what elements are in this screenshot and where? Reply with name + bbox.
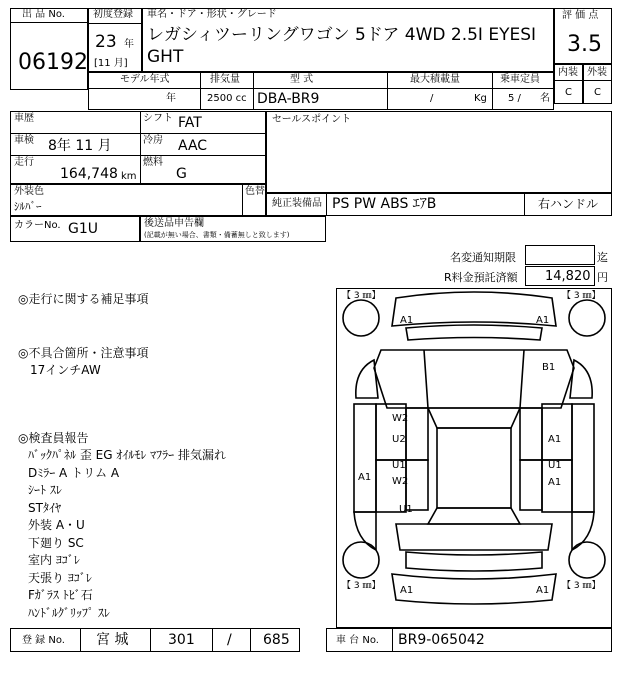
tailgate [396,524,552,550]
defect-line: 17インチAW [30,363,101,377]
chassis-div [392,628,393,652]
max-load-label: 最大積載量 [410,74,460,85]
docs-label: 後送品申告欄 [144,218,204,229]
reg-div-1 [80,628,81,652]
capacity-label: 乗車定員 [500,74,540,85]
mark-u2: U2 [392,434,406,445]
side-panel-right [572,404,594,512]
capacity-unit: 名 [540,93,550,104]
car-name-label: 車名・ドア・形状・グレード [147,9,277,20]
window-rear-right [520,460,542,510]
roof [437,428,511,508]
inspector-line: 天張り ﾖｺﾞﾚ [28,570,92,585]
inspector-line: Dﾐﾗｰ A トリム A [28,465,120,480]
mileage-unit: km [121,171,137,182]
inspection-label: 車検 [14,135,34,146]
displacement-value: 2500 cc [207,93,247,104]
mark-front-left: A1 [400,315,414,326]
inspector-line: 外装 A・U [28,518,85,532]
inspector-heading: ◎検査員報告 [18,431,89,445]
window-front-right [520,408,542,460]
side-panel-left [354,404,376,512]
first-reg-divider [88,23,142,24]
spec-col-2 [253,72,254,110]
inspector-line: STﾀｲﾔ [28,500,61,515]
chassis-label: 車 台 No. [336,635,379,646]
sales-point-label: セールスポイント [272,114,352,125]
front-bumper [392,292,556,326]
diagram-frame [337,289,612,628]
shift-value: FAT [178,115,202,131]
exterior-color-label: 外装色 [14,186,44,197]
handle-value: 右ハンドル [538,197,599,211]
first-reg-year-unit: 年 [124,39,134,50]
equipment-label: 純正装備品 [272,198,322,209]
ac-value: AAC [178,138,208,154]
inspector-line: ﾊﾝﾄﾞﾙｸﾞﾘｯﾌﾟ ｽﾚ [28,605,110,620]
tire-front-left [343,300,379,336]
spec-col-3 [387,72,388,110]
inspector-line: Fｶﾞﾗｽ ﾄﾋﾞ石 [28,588,93,602]
reg-label: 登 録 No. [22,635,65,646]
color-no-label: カラーNo. [14,220,61,231]
first-reg-label: 初度登録 [93,9,133,20]
model-year-label: モデル年式 [120,74,170,85]
shift-label: シフト [143,113,173,124]
fuel-label: 燃料 [143,157,163,168]
mark-a1-left: A1 [358,472,372,483]
spec-row-divider [88,88,554,89]
type-value: DBA-BR9 [257,91,320,107]
mark-rear-left: A1 [400,585,414,596]
interior-grade: C [565,87,572,98]
handle-divider [524,193,525,216]
front-bumper-inner [406,325,542,340]
history-label: 車歴 [14,113,34,124]
interior-label: 内装 [558,67,578,78]
color-change-label: 色替 [245,186,265,197]
window-rear-left [406,460,428,510]
mark-u1-right: U1 [548,460,562,471]
spec-col-4 [492,72,493,110]
rear-bumper [392,574,556,604]
mark-a1-right-2: A1 [548,477,562,488]
details-row-2 [10,155,266,156]
front-door-right [542,404,572,460]
exterior-label: 外装 [587,67,607,78]
grade-divider [554,80,612,81]
capacity-value: 5 / [508,93,521,104]
mark-w2-upper: W2 [392,413,409,424]
car-damage-diagram [336,288,612,628]
reg-class: 301 [168,632,195,648]
reg-div-2 [150,628,151,652]
inspector-line: 下廻り SC [28,535,84,550]
chassis-value: BR9-065042 [398,632,485,648]
color-change-divider [242,184,243,216]
rear-window [428,508,520,524]
tire-front-right [569,300,605,336]
color-no-value: G1U [68,221,99,237]
details-row-1 [10,133,266,134]
tire-depth-label: 【 3 ㎜】 [342,581,381,591]
notice-suffix: 迄 [597,251,608,264]
reg-sep: / [227,632,232,648]
windshield [428,408,520,428]
displacement-label: 排気量 [210,74,240,85]
tire-depth-label: 【 3 ㎜】 [562,581,601,591]
tire-rear-right [569,542,605,578]
max-load-sep: / [430,93,434,104]
window-front-left [406,408,428,460]
inspection-value: 8年 11 月 [48,138,112,154]
fuel-value: G [176,166,187,182]
lot-number: 06192 [18,50,88,75]
exterior-color-value: ｼﾙﾊﾞｰ [14,200,42,213]
mark-front-right: A1 [536,315,550,326]
inspector-lines [28,447,226,622]
score-value: 3.5 [567,32,602,57]
max-load-unit: Kg [474,93,487,104]
details-mid [140,111,141,184]
exterior-grade: C [594,87,601,98]
tire-rear-left [343,542,379,578]
tire-depth-label: 【 3 ㎜】 [342,291,381,301]
tire-depth-label: 【 3 ㎜】 [562,291,601,301]
front-fender-right [570,360,592,398]
reg-div-4 [250,628,251,652]
ac-label: 冷房 [143,135,163,146]
front-fender-left [356,360,378,398]
model-year-unit: 年 [166,93,176,104]
equipment-value: PS PW ABS ｴｱB [332,196,437,212]
notice-value-box [525,245,595,265]
recycle-value: 14,820 [545,269,591,284]
car-name: レガシィツーリングワゴン 5ドア 4WD 2.5I EYESIGHT [147,25,536,67]
reg-area: 宮 城 [96,632,129,648]
mark-fender-right: B1 [542,362,556,373]
first-reg-month: [11 月] [94,58,128,69]
mark-rear-right: A1 [536,585,550,596]
mileage-value: 164,748 [60,166,118,182]
type-label: 型 式 [290,74,314,85]
exterior-color-box [10,184,266,216]
mark-w2-lower: W2 [392,476,409,487]
inspector-line: ｼｰﾄ ｽﾚ [28,483,62,497]
recycle-label: R料金預託済額 [444,271,518,284]
first-reg-year: 23 [95,32,117,52]
hood [374,350,574,408]
mileage-label: 走行 [14,157,34,168]
rear-bumper-inner [406,552,542,571]
mark-u1-bottom: U1 [399,504,413,515]
inspector-line: 室内 ﾖｺﾞﾚ [28,553,80,567]
inspector-line: ﾊﾞｯｸﾊﾟﾈﾙ 歪 EG ｵｲﾙﾓﾚ ﾏﾌﾗｰ 排気漏れ [28,448,226,462]
docs-note: (記載が無い場合、書類・備蓄無しと致します) [144,231,290,239]
spec-col-1 [200,72,201,110]
hood-centerline [424,350,524,408]
reg-number: 685 [263,632,290,648]
equipment-label-divider [326,193,327,216]
defects-heading: ◎不具合箇所・注意事項 [18,346,149,360]
rear-quarter-left [354,512,376,550]
mark-a1-right-1: A1 [548,434,562,445]
driving-heading: ◎走行に関する補足事項 [18,292,149,306]
rear-quarter-right [572,512,594,550]
lot-label: 出 品 No. [22,9,65,20]
reg-div-3 [212,628,213,652]
recycle-unit: 円 [597,271,608,284]
notice-label: 名変通知期限 [450,251,516,264]
score-label: 評 価 点 [562,10,599,21]
mark-u1-left: U1 [392,460,406,471]
